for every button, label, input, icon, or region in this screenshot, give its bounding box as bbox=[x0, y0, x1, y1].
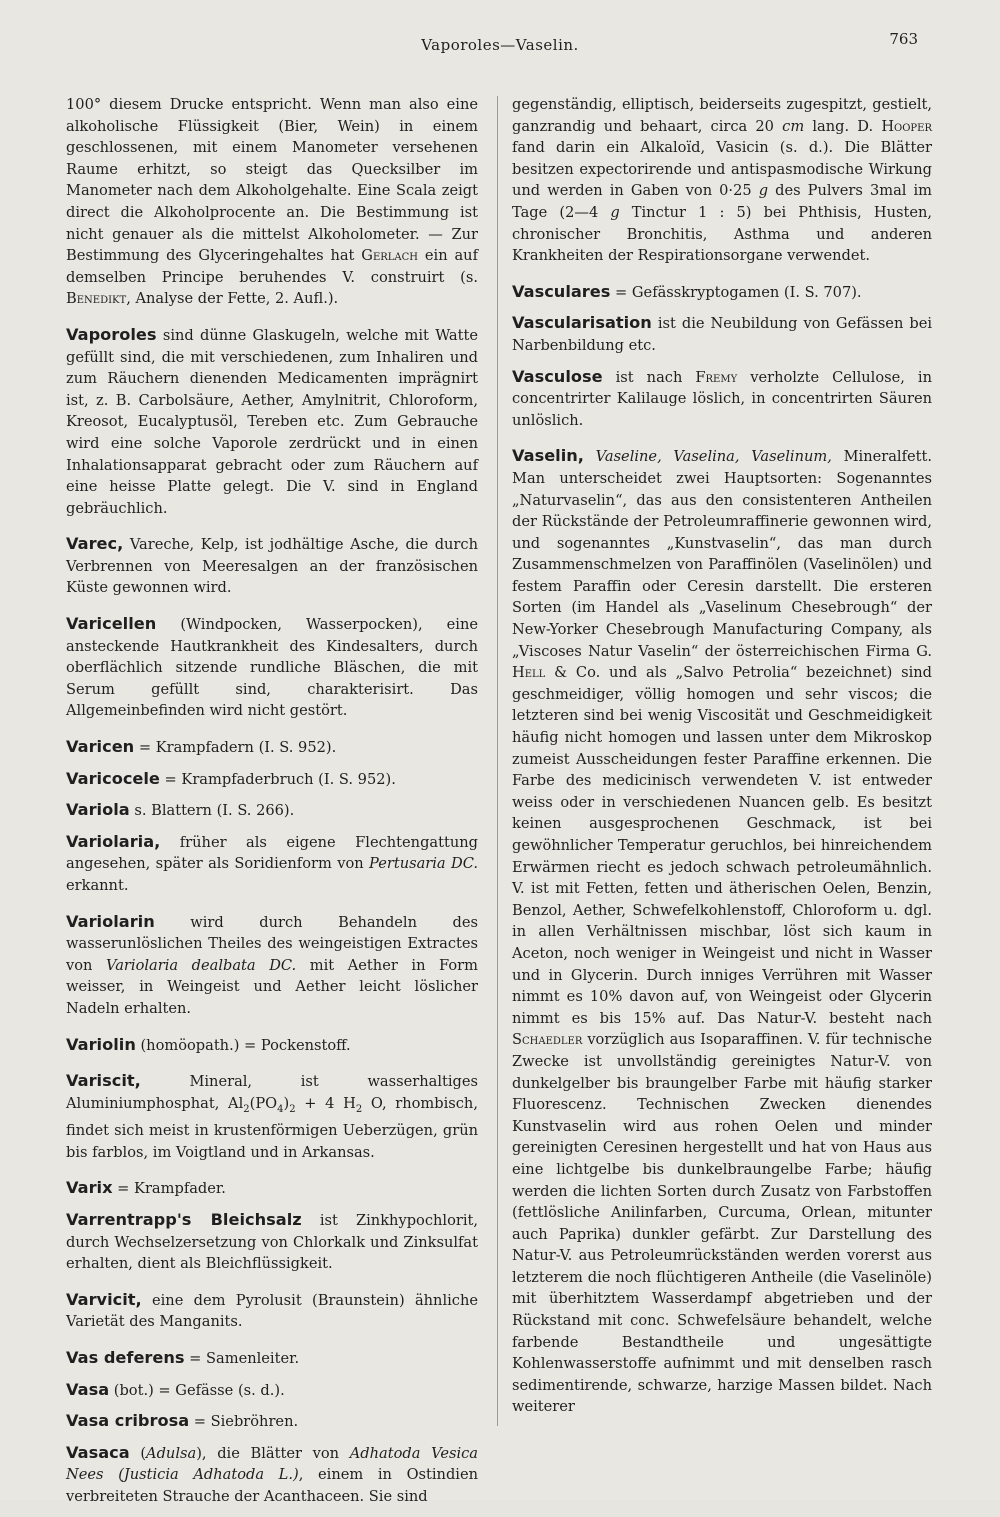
column-divider bbox=[497, 96, 498, 1426]
headword: Varicen bbox=[66, 737, 135, 757]
author-name: Fremy bbox=[695, 368, 738, 386]
headword: Vascularisation bbox=[512, 313, 652, 333]
headword: Varrentrapp's Bleichsalz bbox=[66, 1210, 302, 1230]
synonyms: Vaseline, Vaselina, Vaselinum, bbox=[583, 448, 832, 466]
headword: Variolaria, bbox=[66, 831, 161, 851]
entry-varicen: Varicen = Krampfadern (I. S. 952). bbox=[66, 737, 337, 757]
taxon-name: Adulsa bbox=[146, 1444, 197, 1462]
headword: Vaporoles bbox=[66, 324, 157, 344]
headword: Variolin bbox=[66, 1034, 136, 1054]
headword: Varvicit, bbox=[66, 1289, 142, 1309]
taxon-name: Adhatoda Vesica Nees (Justicia Adhatoda L.) bbox=[66, 1444, 478, 1484]
headword: Variola bbox=[66, 800, 130, 820]
entry-vas-deferens: Vas deferens = Samenleiter. bbox=[66, 1348, 300, 1367]
headword: Vasaca bbox=[66, 1442, 130, 1462]
headword: Vas deferens bbox=[66, 1348, 185, 1367]
entry-continuation: gegenständig, elliptisch, beiderseits zugespitzt, gestielt, ganzrandig und behaart, circa 20 cm lang. D. Hooper fand darin ein Alkaloïd, Vasicin (s. d.). Die Blätter besitzen expectorirende und antispasmodische Wirkung und werden in Gaben von 0·25 g des Pulvers 3mal im Tage (2—4 g Tinctur 1 : 5) bei Phthisis, Husten, chronischer Bronchitis, Asthma und anderen Krankheiten der Respirationsorgane verwendet. bbox=[512, 96, 932, 265]
author-name: Hooper bbox=[881, 117, 932, 135]
entry-variolaria: Variolaria, früher als eigene Flechtengattung angesehen, später als Soridienform von Pertusaria DC. erkannt. bbox=[66, 831, 479, 894]
author-name: Benedikt bbox=[66, 290, 127, 308]
taxon-name: Variolaria dealbata DC. bbox=[106, 956, 297, 974]
headword: Varicellen bbox=[66, 614, 157, 634]
headword: Varix bbox=[66, 1178, 113, 1198]
left-column bbox=[66, 94, 478, 1517]
entry-vasculose: Vasculose ist nach Fremy verholzte Cellulose, in concentrirter Kalilauge löslich, in concentrirten Säuren unlöslich. bbox=[512, 366, 932, 429]
taxon-name: Pertusaria DC. bbox=[369, 855, 479, 873]
author-name: Schaedler bbox=[512, 1031, 583, 1049]
entry-vasa: Vasa (bot.) = Gefässe (s. d.). bbox=[66, 1379, 285, 1399]
headword: Vasa bbox=[66, 1379, 110, 1399]
headword: Vasa cribrosa bbox=[66, 1411, 190, 1431]
entry-varvicit: Varvicit, eine dem Pyrolusit (Braunstein) ähnliche Varietät des Manganits. bbox=[66, 1289, 478, 1331]
entry-varix: Varix = Krampfader. bbox=[66, 1178, 226, 1198]
entry-vascularisation: Vascularisation ist die Neubildung von Gefässen bei Narbenbildung etc. bbox=[512, 313, 932, 354]
entry-continuation: 100° diesem Drucke entspricht. Wenn man also eine alkoholische Flüssigkeit (Bier, Wein) in einem geschlossenen, mit einem Manometer versehenen Raume erhitzt, so steigt das Quecksilber im Manometer nach dem Alkoholgehalte. Eine Scala zeigt direct die Alkoholprocente an. Die Bestimmung ist nicht genauer als die mittelst Alkoholometer. — Zur Bestimmung des Glyceringehaltes hat Gerlach ein auf demselben Principe beruhendes V. construirt (s. Benedikt, Analyse der Fette, 2. Aufl.). bbox=[66, 96, 478, 308]
entry-vasaca: Vasaca (Adulsa), die Blätter von Adhatoda Vesica Nees (Justicia Adhatoda L.), einem in Ostindien verbreiteten Strauche der Acanthaceen. Sie sind bbox=[66, 1442, 479, 1505]
entry-variscit: Variscit, Mineral, ist wasserhaltiges Aluminiumphosphat, $Al_2(PO_4)_2 + 4$ $H_2$ O, rhombisch, findet sich meist in krustenförmigen Ueberzügen, grün bis farblos, im Voigtland und in Arkansas. bbox=[66, 1071, 478, 1161]
author-name: Hell bbox=[512, 664, 546, 682]
headword: Vasculose bbox=[512, 366, 603, 386]
entry-vaporoles: Vaporoles sind dünne Glaskugeln, welche mit Watte gefüllt sind, die mit verschiedenen, zum Inhaliren und zum Räuchern dienenden Medicamenten imprägnirt ist, z. B. Carbolsäure, Aether, Amylnitrit, Chloroform, Kreosot, Eucalyptusöl, Tereben etc. Zum Gebrauche wird eine solche Vaporole zerdrückt und in einen Inhalationsapparat gebracht oder zum Räuchern auf eine heisse Platte gelegt. Die V. sind in England gebräuchlich. bbox=[66, 324, 478, 517]
headword: Vasculares bbox=[512, 281, 611, 301]
entry-varec: Varec, Vareche, Kelp, ist jodhältige Asche, die durch Verbrennen von Meeresalgen an der französischen Küste gewonnen wird. bbox=[66, 534, 478, 597]
entry-variolarin: Variolarin wird durch Behandeln des wasserunlöslichen Theiles des weingeistigen Extractes von Variolaria dealbata DC. mit Aether in Form weisser, in Weingeist und Aether leicht löslicher Nadeln erhalten. bbox=[66, 911, 478, 1017]
entry-vasa-cribrosa: Vasa cribrosa = Siebröhren. bbox=[66, 1411, 299, 1431]
running-head: Vaporoles—Vaselin. bbox=[421, 36, 579, 54]
entry-varicocele: Varicocele = Krampfaderbruch (I. S. 952). bbox=[66, 768, 396, 788]
headword: Variolarin bbox=[66, 911, 155, 931]
headword: Vaselin, bbox=[512, 446, 584, 466]
headword: Variscit, bbox=[66, 1071, 141, 1091]
entry-variolin: Variolin (homöopath.) = Pockenstoff. bbox=[66, 1034, 351, 1054]
headword: Varec, bbox=[66, 534, 124, 554]
entry-vaselin: Vaselin, Vaseline, Vaselina, Vaselinum, Mineralfett. Man unterscheidet zwei Hauptsorten: Sogenanntes „Naturvaselin“, das aus den consistenteren Antheilen der Rückstände der Petroleumraffinerie gewonnen wird, und sogenanntes „Kunstvaselin“, das man durch Zusammenschmelzen von Paraffinölen (Vaselinölen) und festem Paraffin oder Ceresin darstellt. Die ersteren Sorten (im Handel als „Vaselinum Chesebrough“ der New-Yorker Chesebrough Manufacturing Company, als „Viscoses Natur Vaselin“ der österreichischen Firma G. Hell & Co. und als „Salvo Petrolia“ bezeichnet) sind geschmeidiger, völlig homogen und sehr viscos; die letzteren sind bei wenig Viscosität und Geschmeidigkeit häufig nicht homogen und lassen unter dem Mikroskop zumeist Ausscheidungen fester Paraffine erkennen. Die Farbe des medicinisch verwendeten V. ist entweder weiss oder in verschiedenen Nuancen gelb. Es besitzt keinen ausgesprochenen Geschmack, ist bei gewöhnlicher Temperatur geruchlos, bei hinreichendem Erwärmen riecht es jedoch schwach petroleumähnlich. V. ist mit Fetten, fetten und ätherischen Oelen, Benzin, Benzol, Aether, Schwefelkohlenstoff, Chloroform u. dgl. in allen Verhältnissen mischbar, löst sich kaum in Aceton, noch weniger in Weingeist und nicht in Wasser und in Glycerin. Durch inniges Verrühren mit Wasser nimmt es 10% davon auf, von Weingeist oder Glycerin nimmt es bis 15% auf. Das Natur-V. besteht nach Schaedler vorzüglich aus Isoparaffinen. V. für technische Zwecke ist unvollständig gereinigtes Natur-V. von dunkelgelber bis braungelber Farbe mit häufig starker Fluorescenz. Technischen Zwecken dienendes Kunstvaselin wird aus rohen Oelen und minder gereinigten Ceresinen hergestellt und hat von Haus aus eine lichtgelbe bis dunkelbraungelbe Farbe; häufig werden die lichten Sorten durch Zusatz von Farbstoffen (fettlösliche Anilinfarben, Curcuma, Orlean, mitunter auch Paprika) dunkler gefärbt. Zur Darstellung des Natur-V. aus Petroleumrückständen werden vorerst aus letzterem die noch flüchtigeren Antheile (die Vaselinöle) mit überhitztem Wasserdampf abgetrieben und der Rückstand mit conc. Schwefelsäure behandelt, welche farbende Bestandtheile und ungesättigte Kohlenwasserstoffe aufnimmt und mit denselben rasch sedimentirende, schwarze, harzige Massen bildet. Nach weiterer bbox=[512, 446, 932, 1416]
author-name: Gerlach bbox=[361, 247, 419, 265]
entry-variola: Variola s. Blattern (I. S. 266). bbox=[66, 800, 295, 820]
entry-vasculares: Vasculares = Gefässkryptogamen (I. S. 707). bbox=[512, 281, 862, 301]
entry-varicellen: Varicellen (Windpocken, Wasserpocken), eine ansteckende Hautkrankheit des Kindesalters, durch oberflächlich sitzende rundliche Bläschen, die mit Serum gefüllt sind, charakterisirt. Das Allgemeinbefinden wird nicht gestört. bbox=[66, 614, 478, 720]
entry-varrentrapp: Varrentrapp's Bleichsalz ist Zinkhypochlorit, durch Wechselzersetzung von Chlorkalk und Zinksulfat erhalten, dient als Bleichflüssigkeit. bbox=[66, 1210, 478, 1273]
right-column bbox=[512, 94, 932, 1427]
headword: Varicocele bbox=[66, 768, 160, 788]
page-number: 763 bbox=[889, 30, 918, 48]
